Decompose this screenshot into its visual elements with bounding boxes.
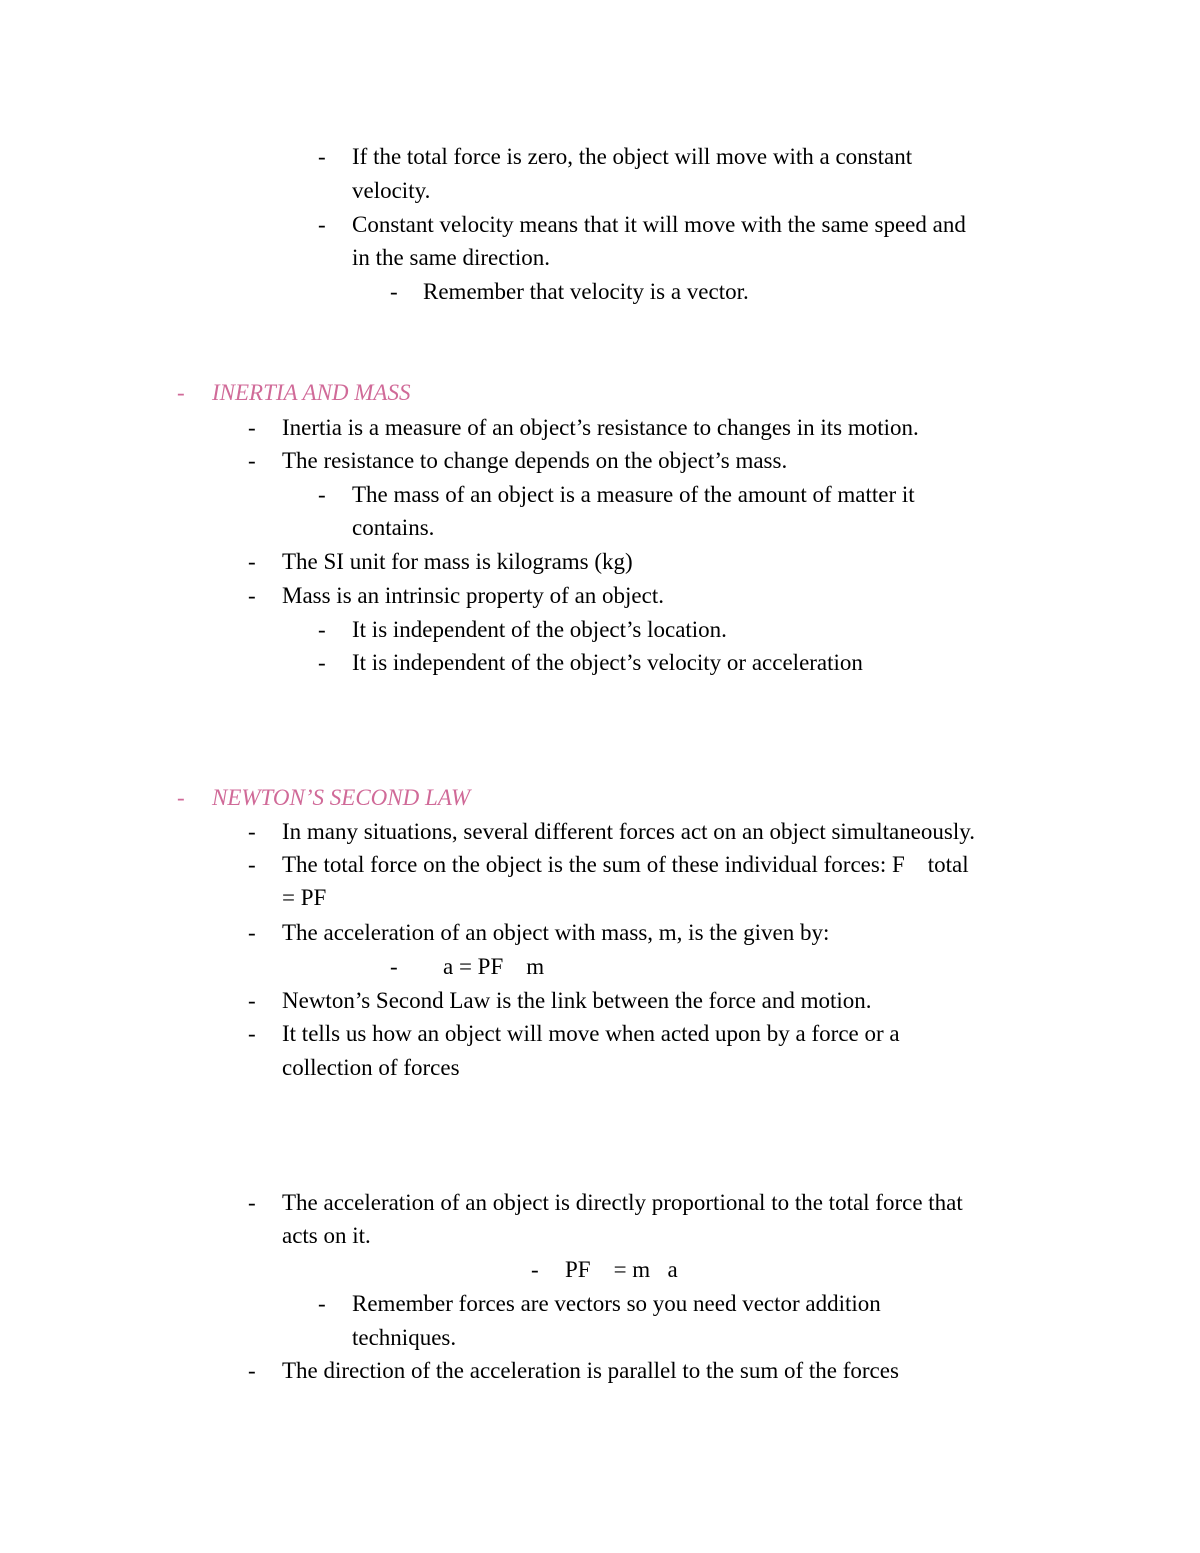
bullet-dash: - xyxy=(248,583,256,608)
bullet-dash: - xyxy=(248,920,256,945)
bullet-text-continued: acts on it. xyxy=(282,1223,371,1248)
bullet-text: Constant velocity means that it will move with the same speed and xyxy=(352,212,966,237)
bullet-dash: - xyxy=(531,1257,539,1282)
bullet-text: The acceleration of an object with mass, m, is the given by: xyxy=(282,920,830,945)
bullet-text: The acceleration of an object is directly proportional to the total force that xyxy=(282,1190,963,1215)
bullet-text: Mass is an intrinsic property of an object. xyxy=(282,583,664,608)
bullet-text: Remember forces are vectors so you need vector addition xyxy=(352,1291,881,1316)
bullet-dash: - xyxy=(318,212,326,237)
bullet-text: It is independent of the object’s location. xyxy=(352,617,727,642)
bullet-dash: - xyxy=(248,1358,256,1383)
bullet-dash: - xyxy=(248,415,256,440)
bullet-dash: - xyxy=(248,1021,256,1046)
bullet-dash: - xyxy=(318,617,326,642)
heading-dash: - xyxy=(177,785,185,810)
section-heading-inertia: INERTIA AND MASS xyxy=(212,380,411,405)
bullet-dash: - xyxy=(248,819,256,844)
bullet-text: If the total force is zero, the object will move with a constant xyxy=(352,144,913,169)
equation: a = PF m xyxy=(443,954,545,979)
bullet-text: The direction of the acceleration is parallel to the sum of the forces xyxy=(282,1358,899,1383)
section-heading-newton: NEWTON’S SECOND LAW xyxy=(212,785,471,810)
bullet-dash: - xyxy=(318,1291,326,1316)
bullet-text: It tells us how an object will move when acted upon by a force or a xyxy=(282,1021,900,1046)
bullet-text: The total force on the object is the sum of these individual forces: F total xyxy=(282,852,969,877)
bullet-dash: - xyxy=(390,279,398,304)
bullet-text-continued: techniques. xyxy=(352,1325,457,1350)
bullet-text-continued: contains. xyxy=(352,515,435,540)
bullet-dash: - xyxy=(248,852,256,877)
bullet-text-continued: collection of forces xyxy=(282,1055,460,1080)
bullet-dash: - xyxy=(248,549,256,574)
bullet-text: The SI unit for mass is kilograms (kg) xyxy=(282,549,633,574)
bullet-dash: - xyxy=(248,1190,256,1215)
bullet-dash: - xyxy=(248,988,256,1013)
bullet-text: In many situations, several different forces act on an object simultaneously. xyxy=(282,819,975,844)
bullet-text: Remember that velocity is a vector. xyxy=(423,279,749,304)
bullet-dash: - xyxy=(248,448,256,473)
bullet-dash: - xyxy=(390,954,398,979)
bullet-text-continued: = PF xyxy=(282,885,327,910)
equation: PF = m a xyxy=(565,1257,678,1282)
bullet-text: Newton’s Second Law is the link between the force and motion. xyxy=(282,988,872,1013)
bullet-dash: - xyxy=(318,650,326,675)
bullet-text: The resistance to change depends on the object’s mass. xyxy=(282,448,788,473)
bullet-dash: - xyxy=(318,482,326,507)
bullet-text: The mass of an object is a measure of the amount of matter it xyxy=(352,482,915,507)
bullet-text: It is independent of the object’s velocity or acceleration xyxy=(352,650,863,675)
heading-dash: - xyxy=(177,380,185,405)
bullet-text: Inertia is a measure of an object’s resistance to changes in its motion. xyxy=(282,415,919,440)
bullet-text-continued: velocity. xyxy=(352,178,431,203)
bullet-text-continued: in the same direction. xyxy=(352,245,550,270)
bullet-dash: - xyxy=(318,144,326,169)
